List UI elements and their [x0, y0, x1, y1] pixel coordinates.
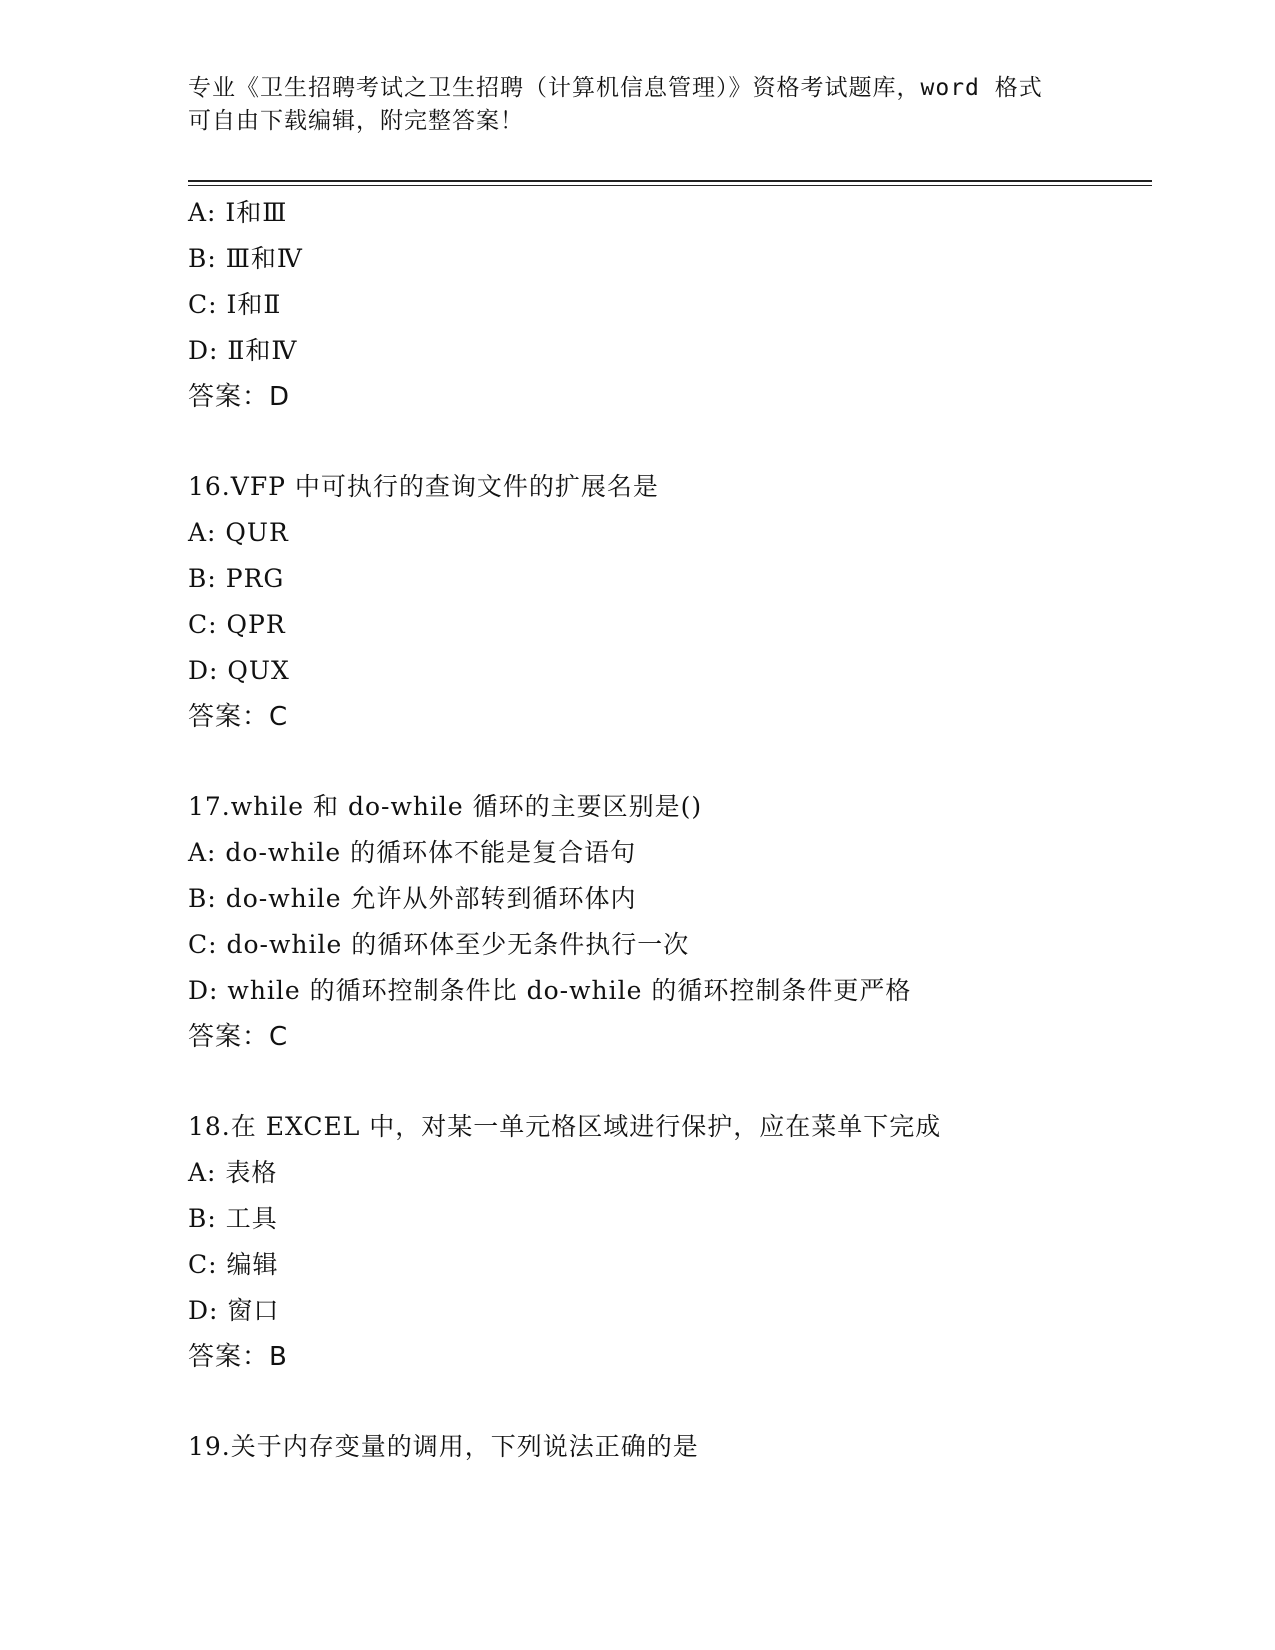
question-block-16 [188, 464, 1148, 740]
option-a: A: 表格 [188, 1158, 278, 1187]
option-c: C: QPR [188, 610, 286, 639]
question-title: 18.在 EXCEL 中，对某一单元格区域进行保护，应在菜单下完成 [188, 1112, 942, 1141]
option-b: B: Ⅲ和Ⅳ [188, 244, 303, 273]
question-title: 16.VFP 中可执行的查询文件的扩展名是 [188, 472, 659, 501]
header-divider-top [188, 180, 1152, 182]
answer-line: 答案：B [188, 1342, 288, 1372]
option-c: C: 编辑 [188, 1250, 279, 1279]
option-a: A: Ⅰ和Ⅲ [188, 198, 288, 227]
question-block-15 [188, 190, 1148, 420]
question-block-18 [188, 1104, 1148, 1380]
header-line-1: 专业《卫生招聘考试之卫生招聘（计算机信息管理）》资格考试题库，word 格式 [188, 75, 1043, 101]
answer-line: 答案：C [188, 702, 289, 732]
question-block-19 [188, 1424, 1148, 1470]
option-b: B: do-while 允许从外部转到循环体内 [188, 884, 637, 913]
answer-line: 答案：C [188, 1022, 289, 1052]
option-d: D: Ⅱ和Ⅳ [188, 336, 298, 365]
answer-line: 答案：D [188, 382, 291, 412]
option-a: A: QUR [188, 518, 289, 547]
question-list [188, 190, 1148, 1470]
option-c: C: do-while 的循环体至少无条件执行一次 [188, 930, 690, 959]
header-divider-bottom [188, 185, 1152, 186]
option-b: B: 工具 [188, 1204, 278, 1233]
option-d: D: while 的循环控制条件比 do-while 的循环控制条件更严格 [188, 976, 912, 1005]
option-d: D: QUX [188, 656, 290, 685]
question-title: 19.关于内存变量的调用，下列说法正确的是 [188, 1432, 699, 1461]
option-c: C: Ⅰ和Ⅱ [188, 290, 282, 319]
document-header [188, 72, 1068, 138]
header-line-2: 可自由下载编辑，附完整答案！ [188, 108, 524, 134]
question-block-17 [188, 784, 1148, 1060]
option-d: D: 窗口 [188, 1296, 280, 1325]
option-a: A: do-while 的循环体不能是复合语句 [188, 838, 637, 867]
option-b: B: PRG [188, 564, 285, 593]
question-title: 17.while 和 do-while 循环的主要区别是() [188, 792, 703, 821]
